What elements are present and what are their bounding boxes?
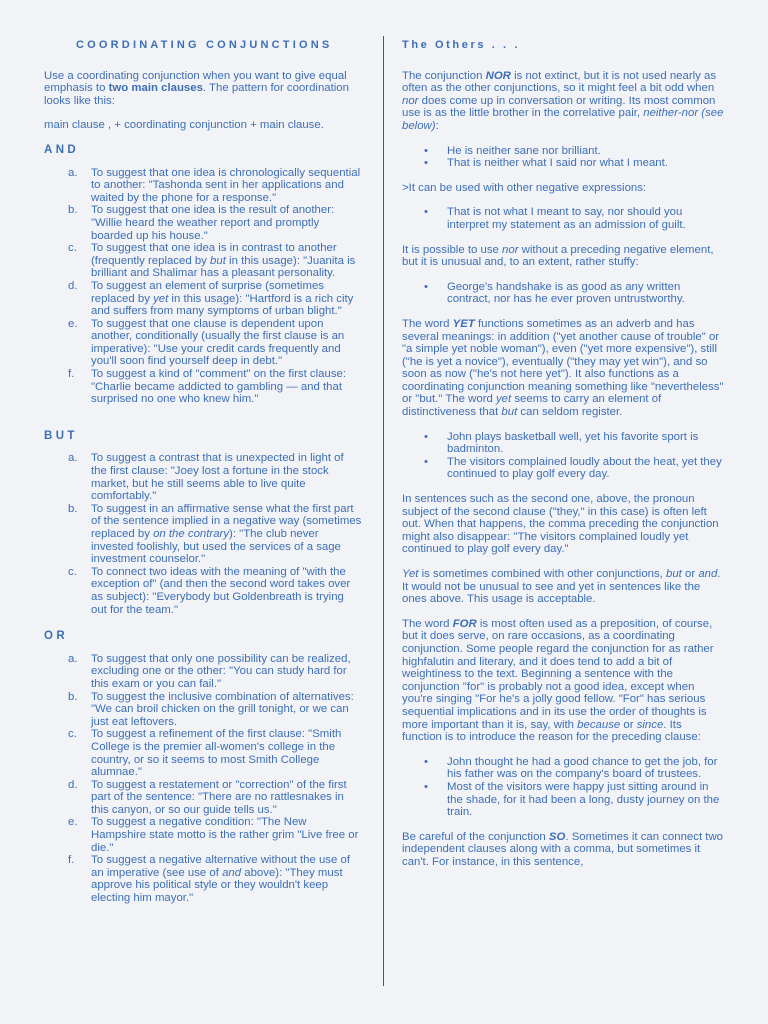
list-item: c. To suggest a refinement of the first clause: "Smith College is the premier all-women's college in the country, or so it seems to most Smith College alumnae." bbox=[68, 728, 342, 779]
for-paragraph: The word FOR is most often used as a preposition, of course, but it does serve, on rare occasions, as a coordinating conjunction. Some people regard the conjunction for as rather highfalutin and literary, and it does tend to add a bit of weightiness to the text. Beginning a sentence with the conjunction "for" is probably not a good idea, except when you're singing "For he's a jolly good fellow. "For" has serious sequential implications and in its use the order of thoughts is more important than it is, say, with because or since. Its function is to introduce the reason for the preceding clause: bbox=[402, 617, 714, 744]
section-heading-or: OR bbox=[44, 630, 69, 643]
nor-paragraph: The conjunction NOR is not extinct, but it is not used nearly as often as the other conjunctions, so it might feel a bit odd when nor does come up in conversation or writing. Its most common use is as the little brother in the correlative pair, neither-nor (see below): bbox=[402, 69, 724, 132]
and-list bbox=[44, 167, 362, 406]
list-item: • He is neither sane nor brilliant. bbox=[424, 144, 601, 157]
column-divider bbox=[383, 36, 384, 986]
list-item: • George's handshake is as good as any written contract, nor has he ever proven untrustworthy. bbox=[424, 280, 685, 306]
right-column bbox=[402, 38, 724, 880]
list-item: • John plays basketball well, yet his favorite sport is badminton. bbox=[424, 430, 699, 456]
page-title: COORDINATING CONJUNCTIONS bbox=[76, 39, 333, 51]
list-item: e. To suggest a negative condition: "The New Hampshire state motto is the rather grim "Live free or die." bbox=[68, 816, 359, 854]
negative-paragraph: >It can be used with other negative expressions: bbox=[402, 181, 647, 194]
so-paragraph: Be careful of the conjunction SO. Sometimes it can connect two independent clauses along with a comma, but sometimes it can't. For instance, in this sentence, bbox=[402, 830, 724, 868]
bullet-icon: • bbox=[424, 755, 428, 768]
list-item: b. To suggest the inclusive combination of alternatives: "We can broil chicken on the grill tonight, or we can just eat leftovers. bbox=[68, 690, 354, 728]
yet-paragraph: The word YET functions sometimes as an adverb and has several meanings: in addition ("yet another cause of trouble" or "a simple yet noble woman"), even ("yet more expensive"), still ("he is yet a novice"), eventually ("they may yet win"), and so soon as now ("he's not here yet"). It also functions as a coordinating conjunction meaning something like "nevertheless" or "but." The word yet seems to carry an element of distinctiveness that but can seldom register. bbox=[402, 317, 724, 419]
list-item: a. To suggest that one idea is chronologically sequential to another: "Tashonda sent in her applications and waited by the phone for a response." bbox=[68, 166, 361, 204]
possible-paragraph: It is possible to use nor without a preceding negative element, but it is unusual and, to an extent, rather stuffy: bbox=[402, 243, 714, 269]
nor-examples bbox=[402, 145, 724, 170]
pattern-line: main clause , + coordinating conjunction + main clause. bbox=[44, 119, 324, 132]
list-item: • That is not what I meant to say, nor should you interpret my statement as an admission of guilt. bbox=[424, 206, 686, 231]
list-item: d. To suggest an element of surprise (sometimes replaced by yet in this usage): "Hartford is a rich city and suffers from many symptoms of urban blight." bbox=[68, 279, 354, 318]
intro-paragraph: Use a coordinating conjunction when you want to give equal emphasis to two main clauses. The pattern for coordination looks like this: bbox=[44, 69, 349, 107]
or-list bbox=[44, 653, 362, 905]
combined-paragraph: Yet is sometimes combined with other conjunctions, but or and. It would not be unusual to see and yet in sentences like the ones above. This usage is acceptable. bbox=[402, 568, 721, 606]
yet-examples bbox=[402, 431, 724, 481]
bullet-icon: • bbox=[424, 280, 428, 293]
bullet-icon: • bbox=[424, 144, 428, 157]
bullet-icon: • bbox=[424, 780, 428, 793]
list-item: a. To suggest that only one possibility can be realized, excluding one or the other: "You can study hard for this exam or you can fail." bbox=[68, 652, 351, 690]
negative-examples bbox=[402, 206, 724, 231]
bullet-icon: • bbox=[424, 157, 428, 170]
list-item: • That is neither what I said nor what I meant. bbox=[424, 157, 668, 170]
list-item: b. To suggest in an affirmative sense what the first part of the sentence implied in a negative way (sometimes replaced by on the contrary): "The club never invested foolishly, but used the services of a sage investment counselor." bbox=[68, 502, 362, 566]
list-item: • Most of the visitors were happy just sitting around in the shade, for it had been a long, dusty journey on the train. bbox=[424, 780, 720, 819]
list-item: f. To suggest a kind of "comment" on the first clause: "Charlie became addicted to gambling — and that surprised no one who knew him." bbox=[68, 368, 347, 406]
bullet-icon: • bbox=[424, 430, 428, 443]
section-title-others: The Others . . . bbox=[402, 39, 521, 51]
bullet-icon: • bbox=[424, 455, 428, 468]
list-item: c. To suggest that one idea is in contrast to another (frequently replaced by but in this usage): "Juanita is brilliant and Shalimar has a pleasant personality. bbox=[68, 242, 356, 280]
list-item: • The visitors complained loudly about the heat, yet they continued to play golf every day. bbox=[424, 455, 722, 481]
list-item: c. To connect two ideas with the meaning of "with the exception of" (and then the second word takes over as subject): "Everybody but Goldenbreath is trying out for the team." bbox=[68, 565, 351, 616]
list-item: • John thought he had a good chance to get the job, for his father was on the company's board of trustees. bbox=[424, 755, 718, 781]
left-column bbox=[44, 38, 362, 909]
list-item: d. To suggest a restatement or "correction" of the first part of the sentence: "There are no rattlesnakes in this canyon, or so our guide tells us." bbox=[68, 778, 347, 816]
possible-examples bbox=[402, 281, 724, 306]
sentences-paragraph: In sentences such as the second one, above, the pronoun subject of the second clause ("they," in this case) is often left out. When that happens, the comma preceding the conjunction might also disappear: "The visitors complained loudly yet continued to play golf every day." bbox=[402, 493, 719, 556]
list-item: e. To suggest that one clause is dependent upon another, conditionally (usually the first clause is an imperative): "Use your credit cards frequently and you'll soon find yourself deep in debt." bbox=[68, 317, 345, 368]
for-examples bbox=[402, 756, 724, 819]
list-item: f. To suggest a negative alternative without the use of an imperative (see use of and above): "They must approve his political style or they wouldn't keep electing him mayor." bbox=[68, 854, 350, 905]
but-list bbox=[44, 452, 362, 616]
section-heading-and: AND bbox=[44, 143, 80, 156]
bullet-icon: • bbox=[424, 206, 428, 219]
list-item: a. To suggest a contrast that is unexpected in light of the first clause: "Joey lost a fortune in the stock market, but he still seems able to live quite comfortably." bbox=[68, 452, 344, 503]
section-heading-but: BUT bbox=[44, 429, 78, 442]
list-item: b. To suggest that one idea is the result of another: "Willie heard the weather report and promptly boarded up his house." bbox=[68, 204, 335, 242]
